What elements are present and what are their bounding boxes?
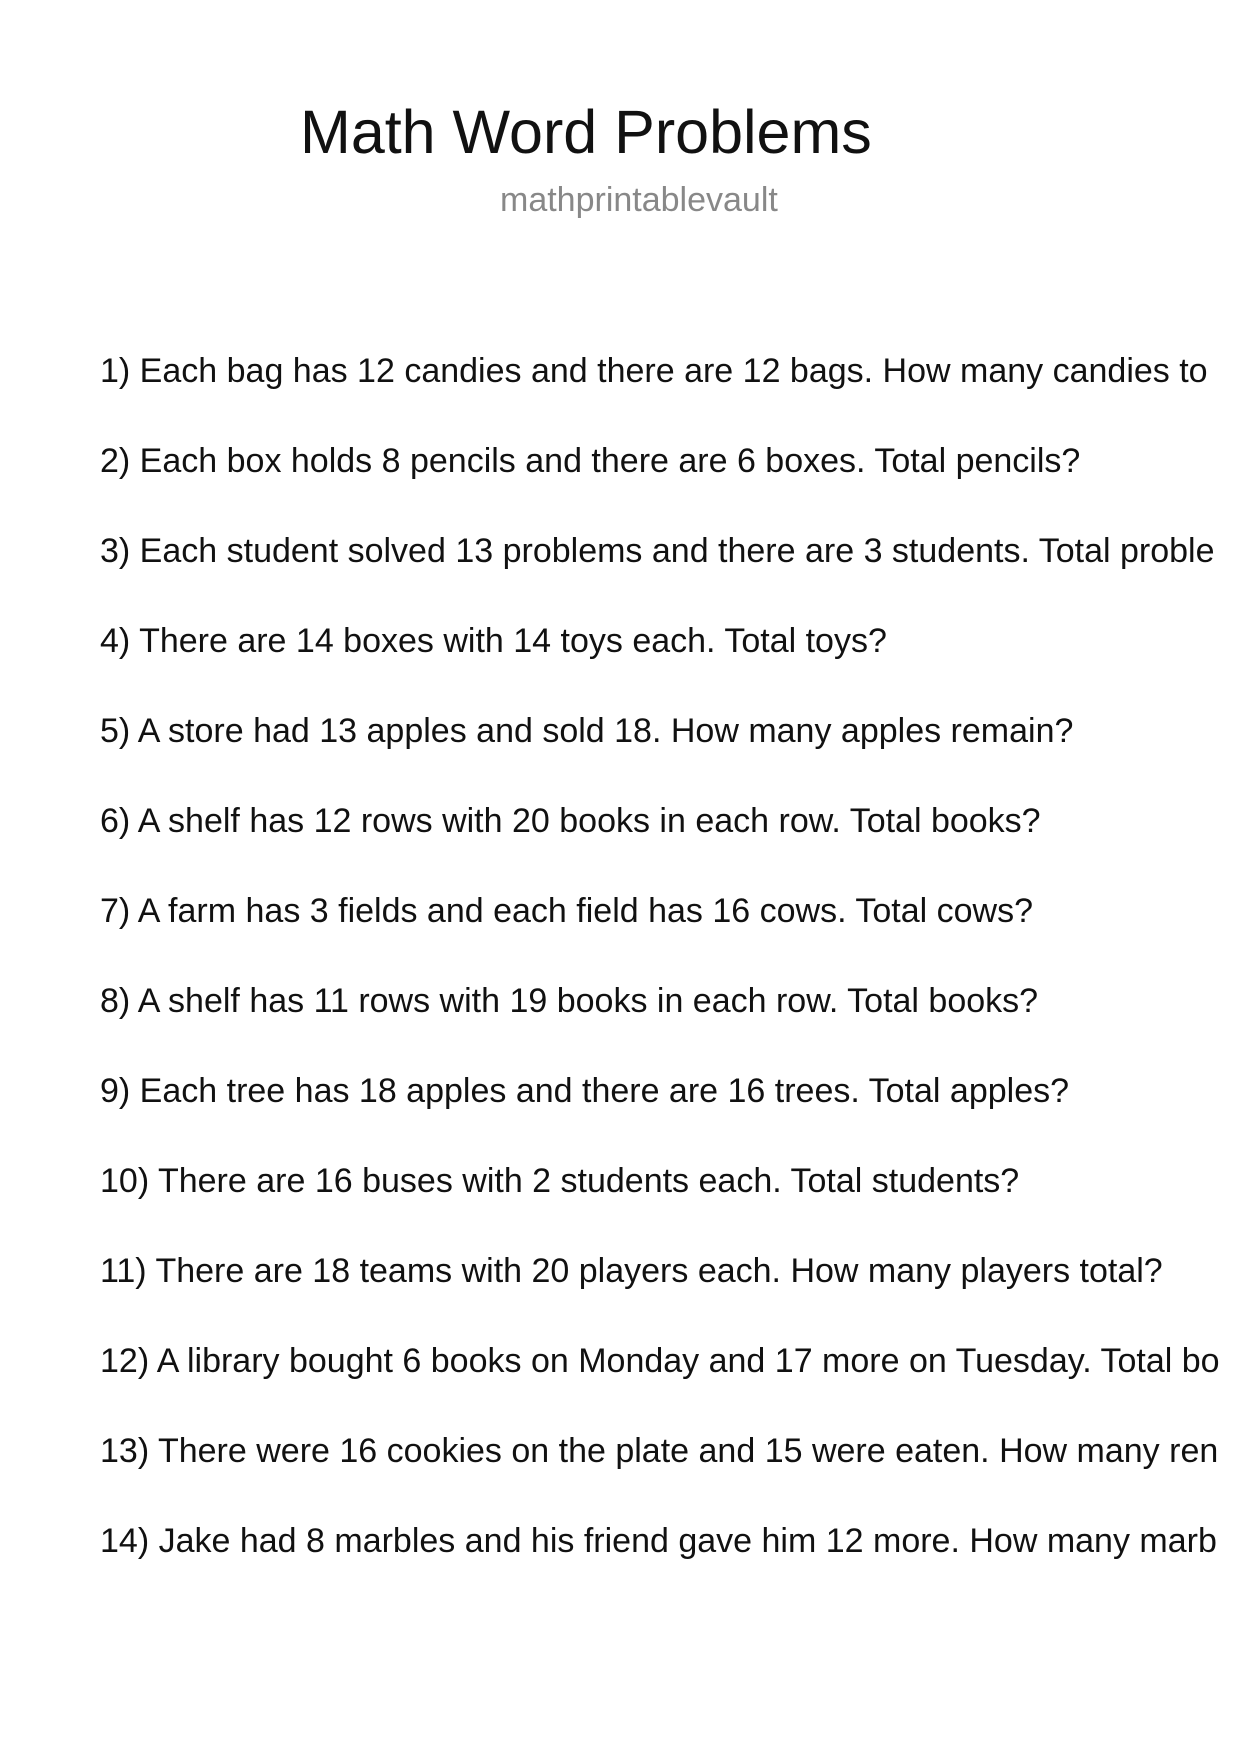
problem-item-2: 2) Each box holds 8 pencils and there are 6 boxes. Total pencils? [100, 442, 1081, 480]
problem-item-14: 14) Jake had 8 marbles and his friend gave him 12 more. How many marb [100, 1522, 1217, 1560]
problem-item-13: 13) There were 16 cookies on the plate and 15 were eaten. How many ren [100, 1432, 1219, 1470]
problem-item-9: 9) Each tree has 18 apples and there are 16 trees. Total apples? [100, 1072, 1070, 1110]
problem-item-11: 11) There are 18 teams with 20 players each. How many players total? [100, 1252, 1163, 1290]
problem-item-3: 3) Each student solved 13 problems and there are 3 students. Total proble [100, 532, 1215, 570]
problem-item-12: 12) A library bought 6 books on Monday and 17 more on Tuesday. Total bo [100, 1342, 1220, 1380]
problem-list [100, 347, 1240, 1607]
problem-item-1: 1) Each bag has 12 candies and there are 12 bags. How many candies to [100, 352, 1208, 390]
problem-item-8: 8) A shelf has 11 rows with 19 books in each row. Total books? [100, 982, 1039, 1020]
problem-item-5: 5) A store had 13 apples and sold 18. How many apples remain? [100, 712, 1074, 750]
problem-item-7: 7) A farm has 3 fields and each field has 16 cows. Total cows? [100, 892, 1034, 930]
problem-item-4: 4) There are 14 boxes with 14 toys each. Total toys? [100, 622, 887, 660]
problem-item-10: 10) There are 16 buses with 2 students each. Total students? [100, 1162, 1020, 1200]
page-title: Math Word Problems [300, 98, 872, 166]
problem-item-6: 6) A shelf has 12 rows with 20 books in each row. Total books? [100, 802, 1041, 840]
page-subtitle: mathprintablevault [500, 181, 778, 219]
